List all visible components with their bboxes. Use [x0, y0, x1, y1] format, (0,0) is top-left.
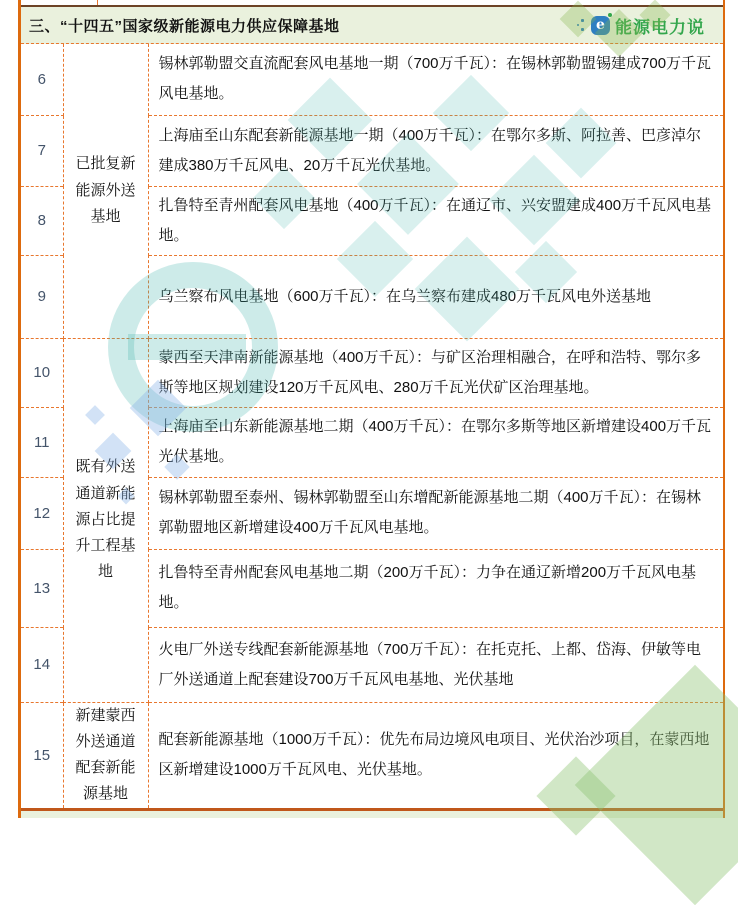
category-cell: 已批复新能源外送基地	[63, 44, 148, 338]
row-number: 15	[21, 702, 63, 808]
section-header	[21, 5, 723, 44]
row-number: 6	[21, 44, 63, 115]
logo-dots-icon	[576, 17, 586, 33]
row-number: 13	[21, 549, 63, 627]
next-section-edge	[21, 808, 723, 818]
row-number: 10	[21, 338, 63, 407]
row-number: 11	[21, 407, 63, 477]
base-description: 扎鲁特至青州配套风电基地二期（200万千瓦）：力争在通辽新增200万千瓦风电基地。	[148, 549, 723, 627]
table-row	[21, 338, 723, 407]
category-cell: 新建蒙西外送通道配套新能源基地	[63, 702, 148, 808]
brand-logo	[576, 13, 705, 38]
base-description: 扎鲁特至青州配套风电基地（400万千瓦）：在通辽市、兴安盟建成400万千瓦风电基地。	[148, 186, 723, 255]
row-number: 14	[21, 627, 63, 702]
base-description: 乌兰察布风电基地（600万千瓦）：在乌兰察布建成480万千瓦风电外送基地	[148, 255, 723, 338]
row-number: 7	[21, 115, 63, 186]
category-cell: 既有外送通道新能源占比提升工程基地	[63, 338, 148, 702]
supply-base-table	[18, 0, 725, 818]
row-number: 9	[21, 255, 63, 338]
table-row	[21, 702, 723, 808]
energy-e-icon: e	[591, 16, 610, 35]
brand-name: 能源电力说	[615, 17, 705, 37]
base-description: 锡林郭勒盟至泰州、锡林郭勒盟至山东增配新能源基地二期（400万千瓦）：在锡林郭勒盟地区新增建设400万千瓦风电基地。	[148, 477, 723, 549]
base-description: 配套新能源基地（1000万千瓦）：优先布局边境风电项目、光伏治沙项目，在蒙西地区新增建设1000万千瓦风电、光伏基地。	[148, 702, 723, 808]
base-list-table	[21, 44, 723, 808]
table-row	[21, 44, 723, 115]
row-number: 8	[21, 186, 63, 255]
base-description: 锡林郭勒盟交直流配套风电基地一期（700万千瓦）：在锡林郭勒盟锡建成700万千瓦风电基地。	[148, 44, 723, 115]
base-description: 上海庙至山东配套新能源基地一期（400万千瓦）：在鄂尔多斯、阿拉善、巴彦淖尔建成380万千瓦风电、20万千瓦光伏基地。	[148, 115, 723, 186]
section-title: 三、“十四五”国家级新能源电力供应保障基地	[29, 17, 340, 35]
row-number: 12	[21, 477, 63, 549]
base-description: 蒙西至天津南新能源基地（400万千瓦）：与矿区治理相融合，在呼和浩特、鄂尔多斯等地区规划建设120万千瓦风电、280万千瓦光伏矿区治理基地。	[148, 338, 723, 407]
base-description: 上海庙至山东新能源基地二期（400万千瓦）：在鄂尔多斯等地区新增建设400万千瓦光伏基地。	[148, 407, 723, 477]
base-description: 火电厂外送专线配套新能源基地（700万千瓦）：在托克托、上都、岱海、伊敏等电厂外送通道上配套建设700万千瓦风电基地、光伏基地	[148, 627, 723, 702]
logo-dot-icon	[608, 13, 612, 17]
